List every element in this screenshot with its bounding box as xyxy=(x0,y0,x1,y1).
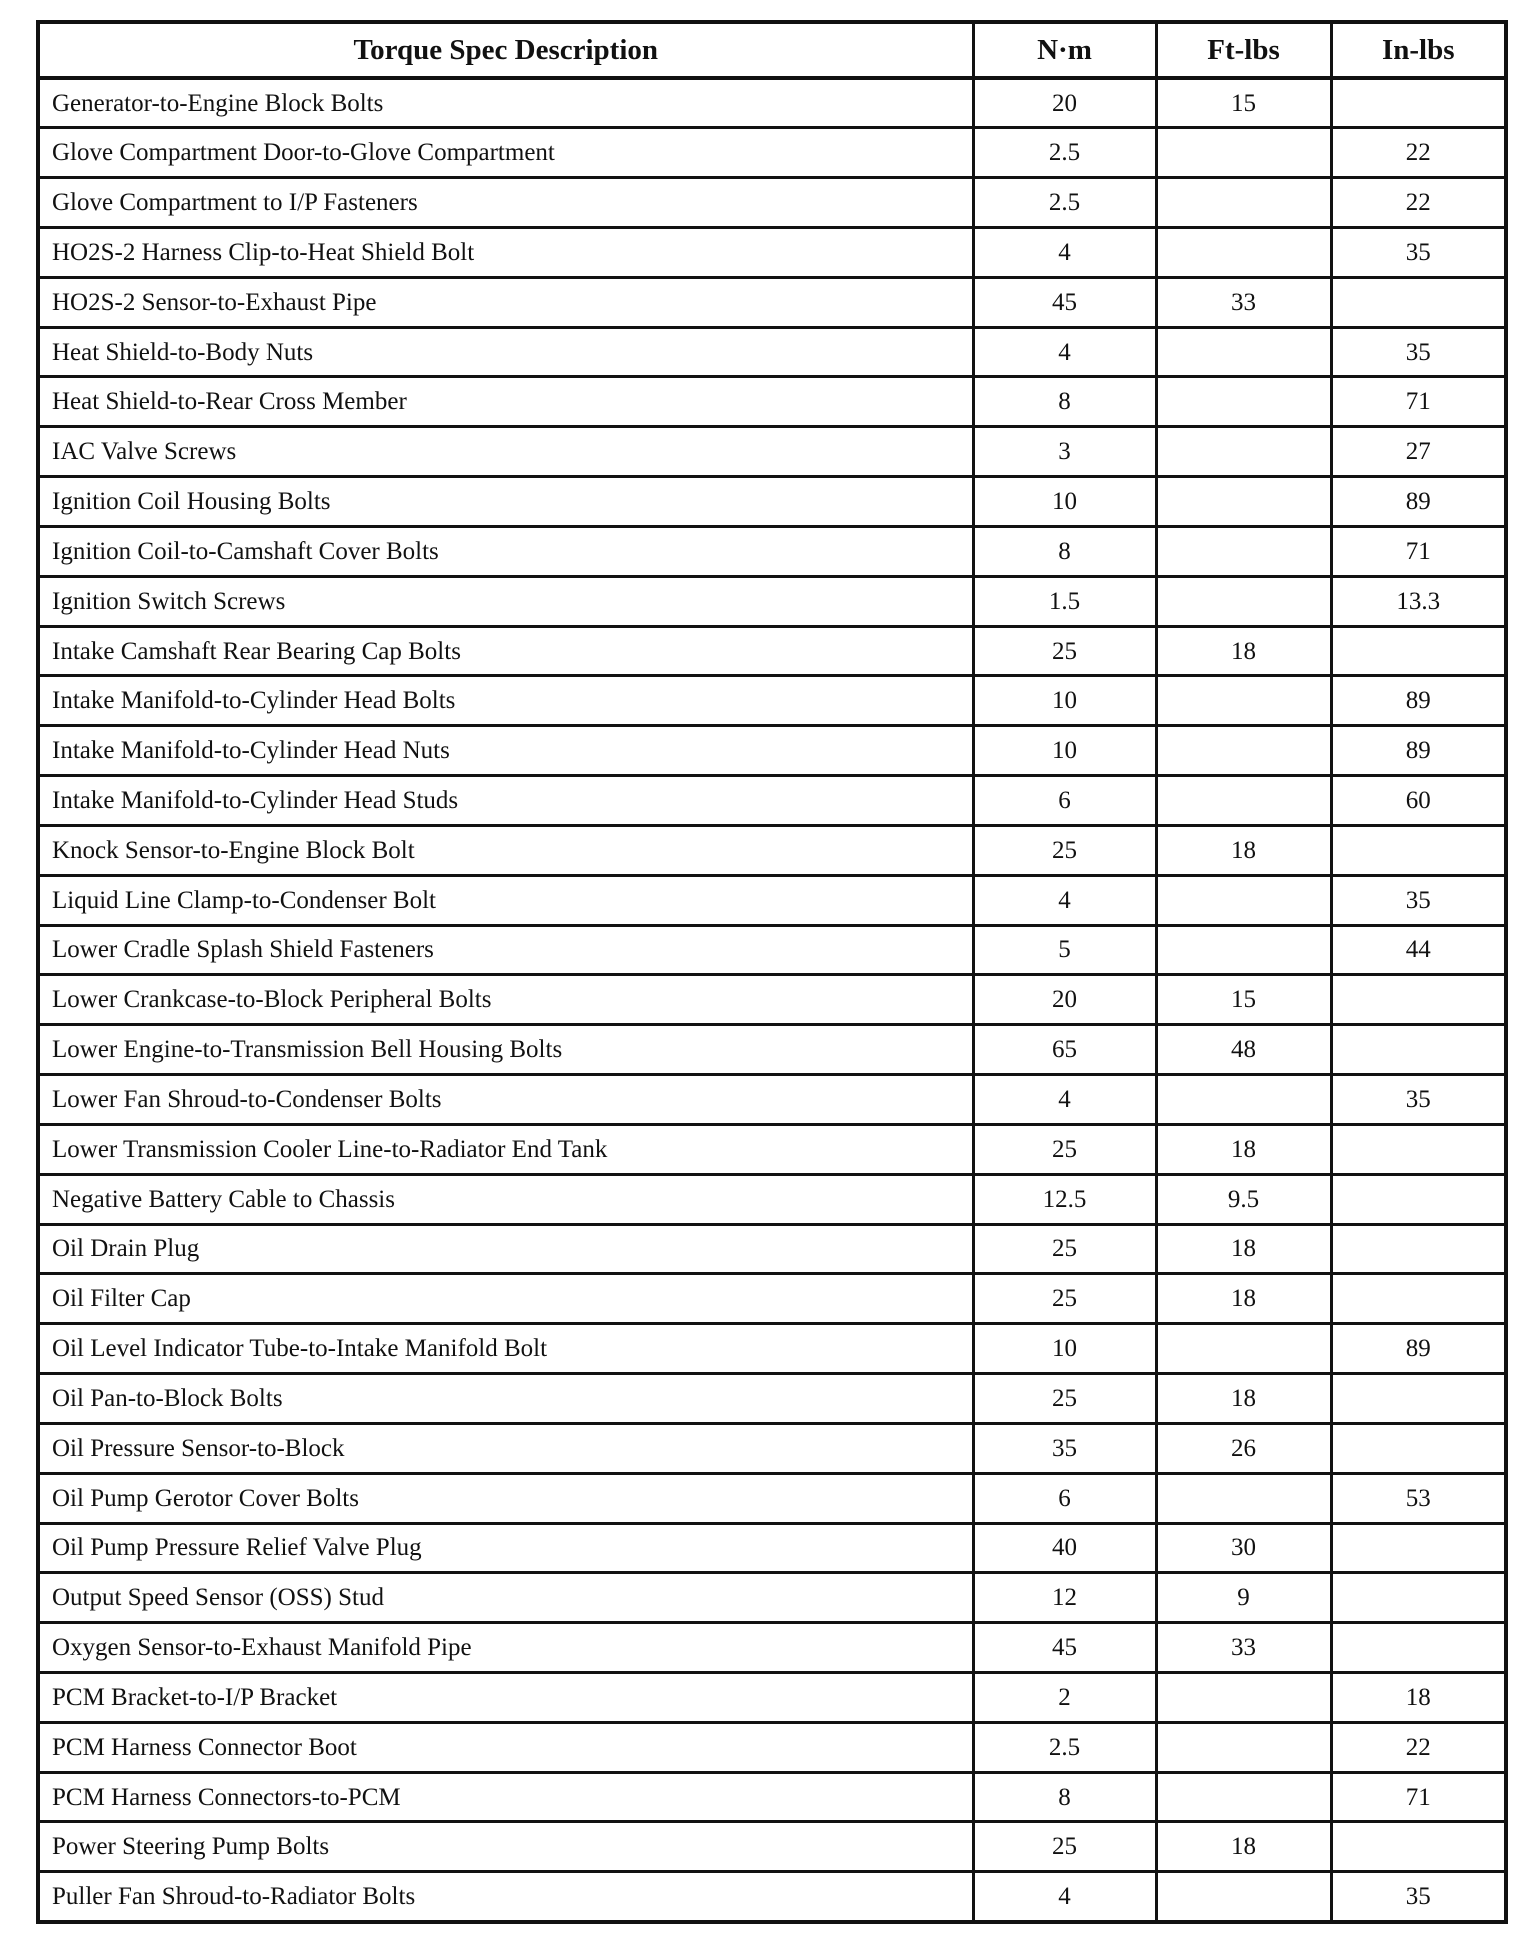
table-row xyxy=(38,1523,1506,1573)
cell-nm: 45 xyxy=(973,1623,1156,1673)
cell-description: Liquid Line Clamp-to-Condenser Bolt xyxy=(38,875,973,925)
cell-description: Puller Fan Shroud-to-Radiator Bolts xyxy=(38,1872,973,1922)
cell-description: Ignition Switch Screws xyxy=(38,576,973,626)
table-row xyxy=(38,427,1506,477)
table-row xyxy=(38,1772,1506,1822)
cell-nm: 20 xyxy=(973,78,1156,128)
table-row xyxy=(38,825,1506,875)
header-in-lbs: In-lbs xyxy=(1331,22,1506,78)
cell-nm: 40 xyxy=(973,1523,1156,1573)
cell-in-lbs xyxy=(1331,1224,1506,1274)
cell-nm: 25 xyxy=(973,825,1156,875)
torque-spec-table-container xyxy=(36,20,1504,1924)
cell-description: Ignition Coil-to-Camshaft Cover Bolts xyxy=(38,526,973,576)
table-row xyxy=(38,1075,1506,1125)
cell-ft-lbs xyxy=(1156,1772,1331,1822)
cell-description: HO2S-2 Harness Clip-to-Heat Shield Bolt xyxy=(38,227,973,277)
cell-ft-lbs: 33 xyxy=(1156,1623,1331,1673)
cell-ft-lbs: 30 xyxy=(1156,1523,1331,1573)
cell-nm: 8 xyxy=(973,526,1156,576)
cell-in-lbs: 35 xyxy=(1331,327,1506,377)
cell-nm: 2.5 xyxy=(973,128,1156,178)
cell-description: Oil Pump Gerotor Cover Bolts xyxy=(38,1473,973,1523)
table-row xyxy=(38,1673,1506,1723)
cell-ft-lbs: 18 xyxy=(1156,1124,1331,1174)
cell-description: Intake Manifold-to-Cylinder Head Nuts xyxy=(38,726,973,776)
table-row xyxy=(38,1573,1506,1623)
cell-description: Glove Compartment Door-to-Glove Compartment xyxy=(38,128,973,178)
cell-ft-lbs: 48 xyxy=(1156,1025,1331,1075)
cell-in-lbs: 44 xyxy=(1331,925,1506,975)
cell-in-lbs: 22 xyxy=(1331,128,1506,178)
cell-in-lbs xyxy=(1331,825,1506,875)
table-row xyxy=(38,78,1506,128)
cell-nm: 4 xyxy=(973,227,1156,277)
cell-ft-lbs: 18 xyxy=(1156,825,1331,875)
cell-in-lbs: 89 xyxy=(1331,477,1506,527)
table-row xyxy=(38,776,1506,826)
cell-ft-lbs xyxy=(1156,227,1331,277)
table-row xyxy=(38,1473,1506,1523)
cell-in-lbs xyxy=(1331,975,1506,1025)
cell-description: Generator-to-Engine Block Bolts xyxy=(38,78,973,128)
cell-in-lbs xyxy=(1331,626,1506,676)
cell-nm: 12.5 xyxy=(973,1174,1156,1224)
cell-in-lbs xyxy=(1331,1374,1506,1424)
cell-in-lbs xyxy=(1331,1623,1506,1673)
cell-in-lbs: 27 xyxy=(1331,427,1506,477)
cell-ft-lbs: 18 xyxy=(1156,1822,1331,1872)
cell-description: Oxygen Sensor-to-Exhaust Manifold Pipe xyxy=(38,1623,973,1673)
table-row xyxy=(38,1174,1506,1224)
cell-description: Heat Shield-to-Rear Cross Member xyxy=(38,377,973,427)
cell-ft-lbs xyxy=(1156,526,1331,576)
cell-description: IAC Valve Screws xyxy=(38,427,973,477)
table-row xyxy=(38,1324,1506,1374)
cell-in-lbs xyxy=(1331,1523,1506,1573)
cell-ft-lbs xyxy=(1156,1324,1331,1374)
cell-description: Power Steering Pump Bolts xyxy=(38,1822,973,1872)
cell-nm: 20 xyxy=(973,975,1156,1025)
cell-in-lbs xyxy=(1331,1174,1506,1224)
cell-ft-lbs xyxy=(1156,576,1331,626)
cell-ft-lbs xyxy=(1156,726,1331,776)
cell-in-lbs xyxy=(1331,1274,1506,1324)
cell-nm: 25 xyxy=(973,1224,1156,1274)
cell-description: Oil Drain Plug xyxy=(38,1224,973,1274)
cell-description: PCM Bracket-to-I/P Bracket xyxy=(38,1673,973,1723)
cell-description: Lower Transmission Cooler Line-to-Radiator End Tank xyxy=(38,1124,973,1174)
table-row xyxy=(38,526,1506,576)
cell-description: Lower Fan Shroud-to-Condenser Bolts xyxy=(38,1075,973,1125)
cell-nm: 4 xyxy=(973,327,1156,377)
cell-nm: 25 xyxy=(973,1274,1156,1324)
torque-spec-table xyxy=(36,20,1508,1924)
table-body xyxy=(38,78,1506,1922)
cell-description: Lower Engine-to-Transmission Bell Housing Bolts xyxy=(38,1025,973,1075)
table-row xyxy=(38,925,1506,975)
table-row xyxy=(38,1423,1506,1473)
cell-nm: 45 xyxy=(973,277,1156,327)
cell-ft-lbs: 9.5 xyxy=(1156,1174,1331,1224)
table-row xyxy=(38,1623,1506,1673)
cell-description: Knock Sensor-to-Engine Block Bolt xyxy=(38,825,973,875)
table-row xyxy=(38,1274,1506,1324)
cell-in-lbs: 35 xyxy=(1331,1872,1506,1922)
table-row xyxy=(38,178,1506,228)
table-row xyxy=(38,1374,1506,1424)
cell-description: Lower Crankcase-to-Block Peripheral Bolts xyxy=(38,975,973,1025)
cell-nm: 2.5 xyxy=(973,178,1156,228)
cell-description: Oil Pan-to-Block Bolts xyxy=(38,1374,973,1424)
table-row xyxy=(38,377,1506,427)
cell-in-lbs: 53 xyxy=(1331,1473,1506,1523)
cell-in-lbs xyxy=(1331,1573,1506,1623)
cell-in-lbs: 71 xyxy=(1331,526,1506,576)
cell-ft-lbs xyxy=(1156,1075,1331,1125)
cell-nm: 4 xyxy=(973,1872,1156,1922)
table-row xyxy=(38,1822,1506,1872)
cell-description: Intake Camshaft Rear Bearing Cap Bolts xyxy=(38,626,973,676)
cell-nm: 6 xyxy=(973,1473,1156,1523)
cell-description: Oil Level Indicator Tube-to-Intake Manifold Bolt xyxy=(38,1324,973,1374)
cell-description: Heat Shield-to-Body Nuts xyxy=(38,327,973,377)
cell-ft-lbs xyxy=(1156,925,1331,975)
table-row xyxy=(38,477,1506,527)
cell-in-lbs: 89 xyxy=(1331,676,1506,726)
cell-ft-lbs xyxy=(1156,875,1331,925)
cell-ft-lbs: 18 xyxy=(1156,1274,1331,1324)
cell-description: Glove Compartment to I/P Fasteners xyxy=(38,178,973,228)
table-row xyxy=(38,975,1506,1025)
cell-in-lbs: 35 xyxy=(1331,227,1506,277)
cell-nm: 1.5 xyxy=(973,576,1156,626)
cell-ft-lbs: 15 xyxy=(1156,78,1331,128)
cell-description: PCM Harness Connectors-to-PCM xyxy=(38,1772,973,1822)
table-row xyxy=(38,128,1506,178)
cell-nm: 8 xyxy=(973,1772,1156,1822)
table-row xyxy=(38,227,1506,277)
cell-nm: 35 xyxy=(973,1423,1156,1473)
cell-in-lbs: 89 xyxy=(1331,726,1506,776)
cell-nm: 8 xyxy=(973,377,1156,427)
cell-nm: 12 xyxy=(973,1573,1156,1623)
cell-in-lbs: 22 xyxy=(1331,1722,1506,1772)
cell-in-lbs: 60 xyxy=(1331,776,1506,826)
cell-in-lbs xyxy=(1331,78,1506,128)
cell-description: Oil Pressure Sensor-to-Block xyxy=(38,1423,973,1473)
cell-ft-lbs xyxy=(1156,128,1331,178)
cell-nm: 3 xyxy=(973,427,1156,477)
table-row xyxy=(38,676,1506,726)
cell-in-lbs: 22 xyxy=(1331,178,1506,228)
cell-in-lbs xyxy=(1331,1124,1506,1174)
cell-in-lbs: 71 xyxy=(1331,1772,1506,1822)
cell-ft-lbs xyxy=(1156,1673,1331,1723)
cell-description: Intake Manifold-to-Cylinder Head Studs xyxy=(38,776,973,826)
table-row xyxy=(38,1025,1506,1075)
cell-description: PCM Harness Connector Boot xyxy=(38,1722,973,1772)
cell-nm: 10 xyxy=(973,726,1156,776)
table-row xyxy=(38,875,1506,925)
cell-in-lbs: 71 xyxy=(1331,377,1506,427)
table-row xyxy=(38,327,1506,377)
cell-ft-lbs: 26 xyxy=(1156,1423,1331,1473)
cell-description: Negative Battery Cable to Chassis xyxy=(38,1174,973,1224)
cell-ft-lbs xyxy=(1156,776,1331,826)
cell-nm: 25 xyxy=(973,1374,1156,1424)
cell-ft-lbs: 18 xyxy=(1156,626,1331,676)
cell-nm: 4 xyxy=(973,1075,1156,1125)
cell-nm: 5 xyxy=(973,925,1156,975)
cell-nm: 2 xyxy=(973,1673,1156,1723)
cell-nm: 25 xyxy=(973,1822,1156,1872)
table-row xyxy=(38,1224,1506,1274)
cell-in-lbs: 35 xyxy=(1331,1075,1506,1125)
cell-nm: 2.5 xyxy=(973,1722,1156,1772)
cell-nm: 25 xyxy=(973,626,1156,676)
cell-nm: 10 xyxy=(973,1324,1156,1374)
cell-ft-lbs: 15 xyxy=(1156,975,1331,1025)
cell-description: Lower Cradle Splash Shield Fasteners xyxy=(38,925,973,975)
cell-description: Ignition Coil Housing Bolts xyxy=(38,477,973,527)
table-row xyxy=(38,277,1506,327)
cell-ft-lbs xyxy=(1156,1473,1331,1523)
table-row xyxy=(38,726,1506,776)
cell-in-lbs: 18 xyxy=(1331,1673,1506,1723)
cell-nm: 65 xyxy=(973,1025,1156,1075)
cell-nm: 25 xyxy=(973,1124,1156,1174)
cell-in-lbs xyxy=(1331,277,1506,327)
cell-in-lbs xyxy=(1331,1822,1506,1872)
cell-ft-lbs xyxy=(1156,377,1331,427)
header-ft-lbs: Ft-lbs xyxy=(1156,22,1331,78)
cell-ft-lbs: 18 xyxy=(1156,1224,1331,1274)
cell-description: Output Speed Sensor (OSS) Stud xyxy=(38,1573,973,1623)
cell-ft-lbs: 18 xyxy=(1156,1374,1331,1424)
cell-nm: 6 xyxy=(973,776,1156,826)
cell-nm: 10 xyxy=(973,477,1156,527)
cell-nm: 10 xyxy=(973,676,1156,726)
cell-description: Oil Filter Cap xyxy=(38,1274,973,1324)
cell-description: Oil Pump Pressure Relief Valve Plug xyxy=(38,1523,973,1573)
table-header-row xyxy=(38,22,1506,78)
cell-in-lbs: 35 xyxy=(1331,875,1506,925)
cell-ft-lbs xyxy=(1156,676,1331,726)
cell-ft-lbs xyxy=(1156,1722,1331,1772)
table-row xyxy=(38,1124,1506,1174)
table-row xyxy=(38,1872,1506,1922)
cell-in-lbs xyxy=(1331,1025,1506,1075)
cell-description: HO2S-2 Sensor-to-Exhaust Pipe xyxy=(38,277,973,327)
header-description: Torque Spec Description xyxy=(38,22,973,78)
table-row xyxy=(38,576,1506,626)
cell-ft-lbs xyxy=(1156,178,1331,228)
cell-ft-lbs xyxy=(1156,427,1331,477)
cell-ft-lbs xyxy=(1156,1872,1331,1922)
cell-nm: 4 xyxy=(973,875,1156,925)
cell-in-lbs: 13.3 xyxy=(1331,576,1506,626)
cell-ft-lbs xyxy=(1156,327,1331,377)
table-row xyxy=(38,626,1506,676)
cell-ft-lbs: 33 xyxy=(1156,277,1331,327)
cell-ft-lbs xyxy=(1156,477,1331,527)
cell-ft-lbs: 9 xyxy=(1156,1573,1331,1623)
table-row xyxy=(38,1722,1506,1772)
header-nm: N·m xyxy=(973,22,1156,78)
cell-in-lbs: 89 xyxy=(1331,1324,1506,1374)
cell-description: Intake Manifold-to-Cylinder Head Bolts xyxy=(38,676,973,726)
cell-in-lbs xyxy=(1331,1423,1506,1473)
